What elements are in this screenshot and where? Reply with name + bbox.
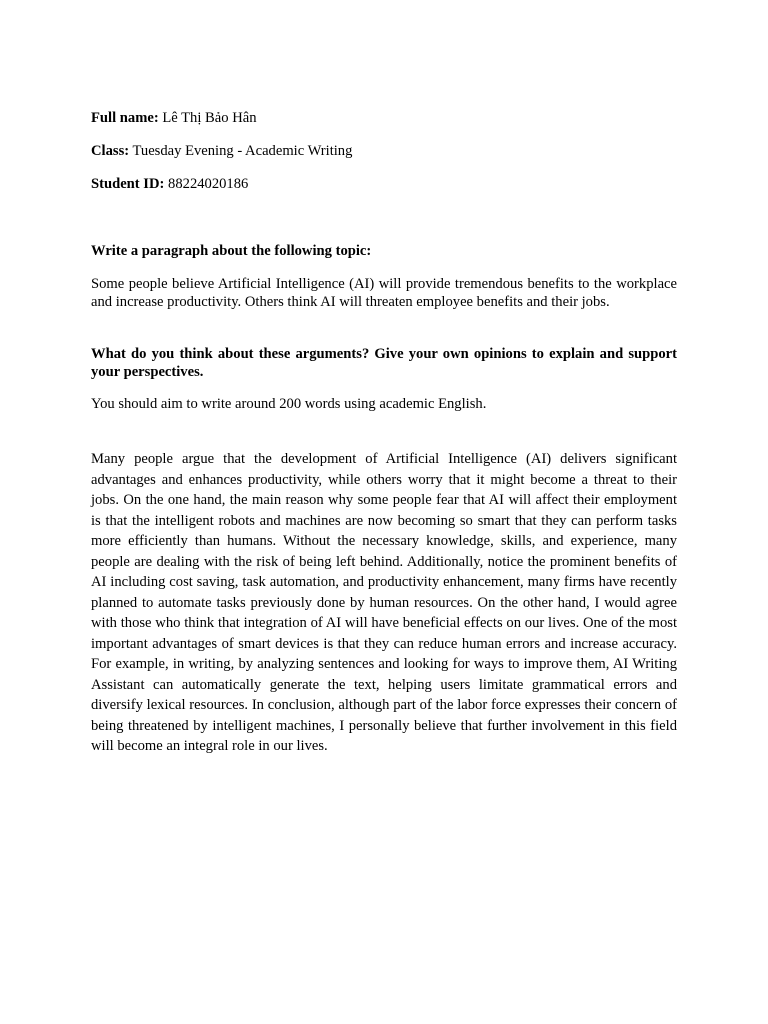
class-line	[91, 142, 352, 160]
class-value: Tuesday Evening - Academic Writing	[132, 143, 353, 159]
student-id-value: 88224020186	[168, 176, 249, 192]
document-page	[91, 0, 677, 1024]
essay-paragraph: Many people argue that the development of Artificial Intelligence (AI) delivers significant advantages and enhances productivity, while others worry that it might become a threat to their jobs. On the one hand, the main reason why some people fear that AI will affect their employment is that the intelligent robots and machines are now becoming so smart that they can perform tasks more efficiently than humans. Without the necessary knowledge, skills, and experience, many people are dealing with the risk of being left behind. Additionally, notice the prominent benefits of AI including cost saving, task automation, and productivity enhancement, many firms have recently planned to automate tasks previously done by human resources. On the other hand, I would agree with those who think that integration of AI will have beneficial effects on our lives. One of the most important advantages of smart devices is that they can reduce human errors and increase accuracy. For example, in writing, by analyzing sentences and looking for ways to improve them, AI Writing Assistant can automatically generate the text, helping users limitate grammatical errors and diversify lexical resources. In conclusion, although part of the labor force expresses their concern of being threatened by intelligent machines, I personally believe that further involvement in this field will become an integral role in our lives.	[91, 451, 677, 754]
student-id-line	[91, 175, 248, 193]
prompt-question: What do you think about these arguments? Give your own opinions to explain and support your perspectives.	[91, 346, 677, 380]
prompt-heading: Write a paragraph about the following topic:	[91, 243, 372, 259]
class-label: Class:	[91, 143, 130, 159]
prompt-instruction: You should aim to write around 200 words using academic English.	[91, 396, 487, 412]
full-name-value: Lê Thị Bảo Hân	[162, 110, 257, 126]
full-name-label: Full name:	[91, 110, 159, 126]
student-id-label: Student ID:	[91, 176, 165, 192]
prompt-topic: Some people believe Artificial Intelligence (AI) will provide tremendous benefits to the workplace and increase productivity. Others think AI will threaten employee benefits and their jobs.	[91, 276, 677, 310]
full-name-line	[91, 109, 257, 127]
